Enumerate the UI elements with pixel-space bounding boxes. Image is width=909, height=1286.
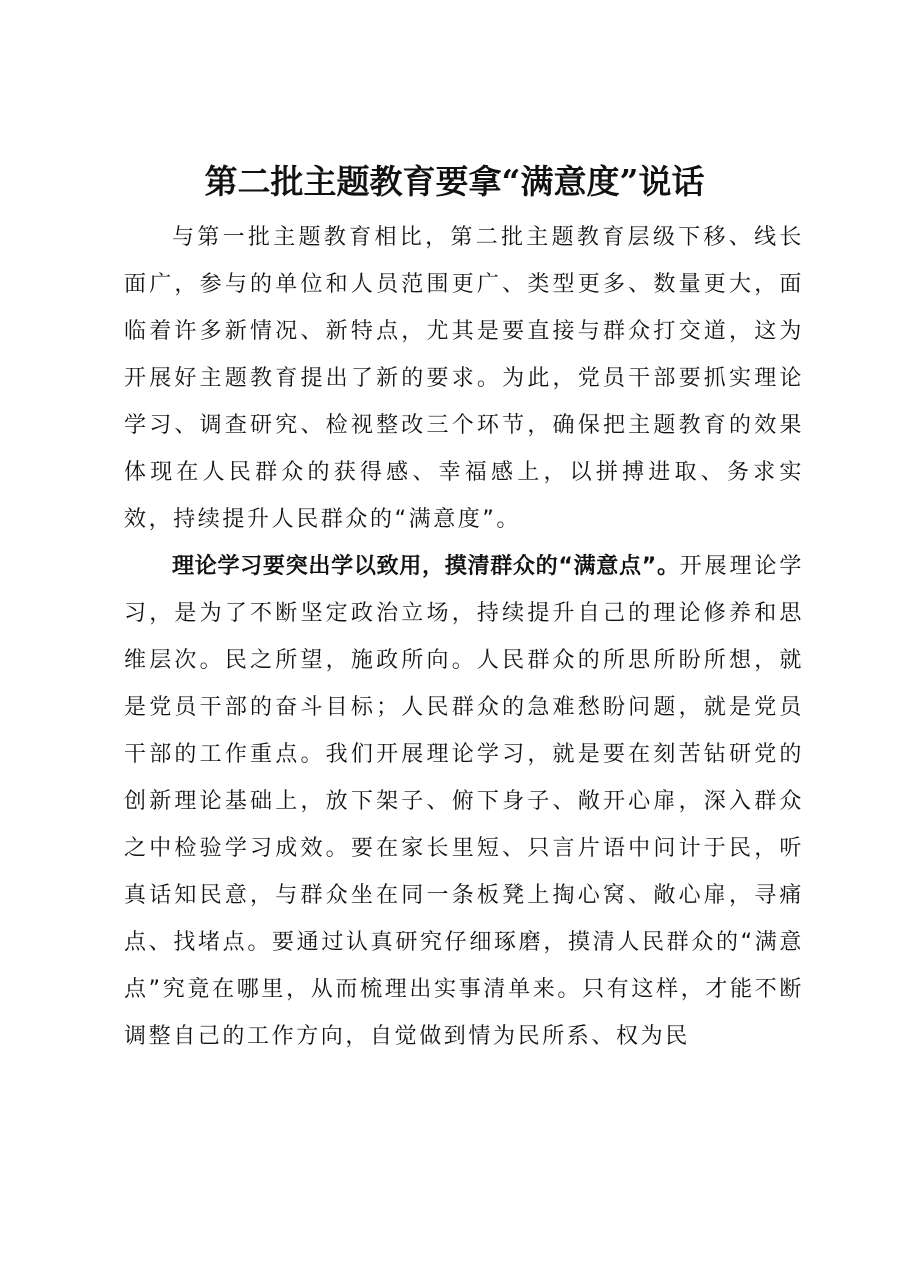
paragraph-theory-study-lead: 理论学习要突出学以致用，摸清群众的“满意点”。 — [172, 554, 680, 579]
paragraph-intro — [124, 214, 804, 543]
paragraph-intro-text: 与第一批主题教育相比，第二批主题教育层级下移、线长面广，参与的单位和人员范围更广、类型更多、数量更大，面临着许多新情况、新特点，尤其是要直接与群众打交道，这为开展好主题教育提出了新的要求。为此，党员干部要抓实理论学习、调查研究、检视整改三个环节，确保把主题教育的效果体现在人民群众的获得感、幸福感上，以拼搏进取、务求实效，持续提升人民群众的“满意度”。 — [124, 225, 804, 532]
document-body — [124, 214, 804, 1060]
document-title: 第二批主题教育要拿“满意度”说话 — [204, 162, 705, 201]
paragraph-theory-study — [124, 543, 804, 1060]
paragraph-theory-study-text: 开展理论学习，是为了不断坚定政治立场，持续提升自己的理论修养和思维层次。民之所望，施政所向。人民群众的所思所盼所想，就是党员干部的奋斗目标；人民群众的急难愁盼问题，就是党员干部的工作重点。我们开展理论学习，就是要在刻苦钻研党的创新理论基础上，放下架子、俯下身子、敞开心扉，深入群众之中检验学习成效。要在家长里短、只言片语中问计于民，听真话知民意，与群众坐在同一条板凳上掏心窝、敞心扉，寻痛点、找堵点。要通过认真研究仔细琢磨，摸清人民群众的“满意点”究竟在哪里，从而梳理出实事清单来。只有这样，才能不断调整自己的工作方向，自觉做到情为民所系、权为民 — [124, 554, 804, 1049]
